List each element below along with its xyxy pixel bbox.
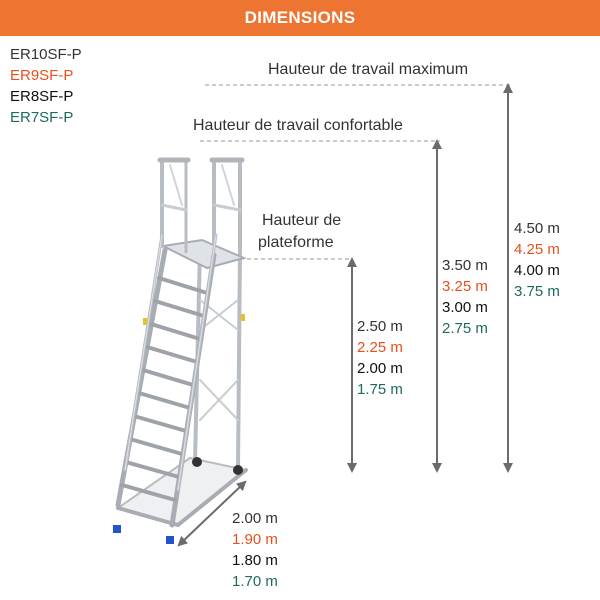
model-er7: ER7SF-P xyxy=(10,109,74,126)
value-er10: 3.50 m xyxy=(442,257,488,274)
platform-height-label-line1: Hauteur de xyxy=(262,212,342,229)
base-length-values xyxy=(232,508,278,592)
platform-height-label-line2: plateforme xyxy=(258,234,334,251)
value-er8: 3.00 m xyxy=(442,299,488,316)
value-er8: 4.00 m xyxy=(514,262,560,279)
comfortable-working-height-values xyxy=(442,255,488,339)
max-working-height-values xyxy=(514,218,560,302)
value-er10: 2.00 m xyxy=(232,510,278,527)
rolling-platform-ladder-icon xyxy=(113,160,246,544)
value-er7: 1.75 m xyxy=(357,381,403,398)
value-er8: 2.00 m xyxy=(357,360,403,377)
comfortable-working-height-label: Hauteur de travail confortable xyxy=(193,117,403,134)
value-er10: 2.50 m xyxy=(357,318,403,335)
header-title: DIMENSIONS xyxy=(244,8,356,27)
platform-height-values xyxy=(357,316,403,400)
value-er9: 3.25 m xyxy=(442,278,488,295)
value-er9: 4.25 m xyxy=(514,241,560,258)
model-er8: ER8SF-P xyxy=(10,88,74,105)
value-er8: 1.80 m xyxy=(232,552,278,569)
value-er7: 3.75 m xyxy=(514,283,560,300)
value-er9: 2.25 m xyxy=(357,339,403,356)
value-er9: 1.90 m xyxy=(232,531,278,548)
value-er7: 1.70 m xyxy=(232,573,278,590)
value-er7: 2.75 m xyxy=(442,320,488,337)
value-er10: 4.50 m xyxy=(514,220,560,237)
max-working-height-label: Hauteur de travail maximum xyxy=(268,61,469,78)
model-er9: ER9SF-P xyxy=(10,67,74,84)
model-er10: ER10SF-P xyxy=(10,46,82,63)
